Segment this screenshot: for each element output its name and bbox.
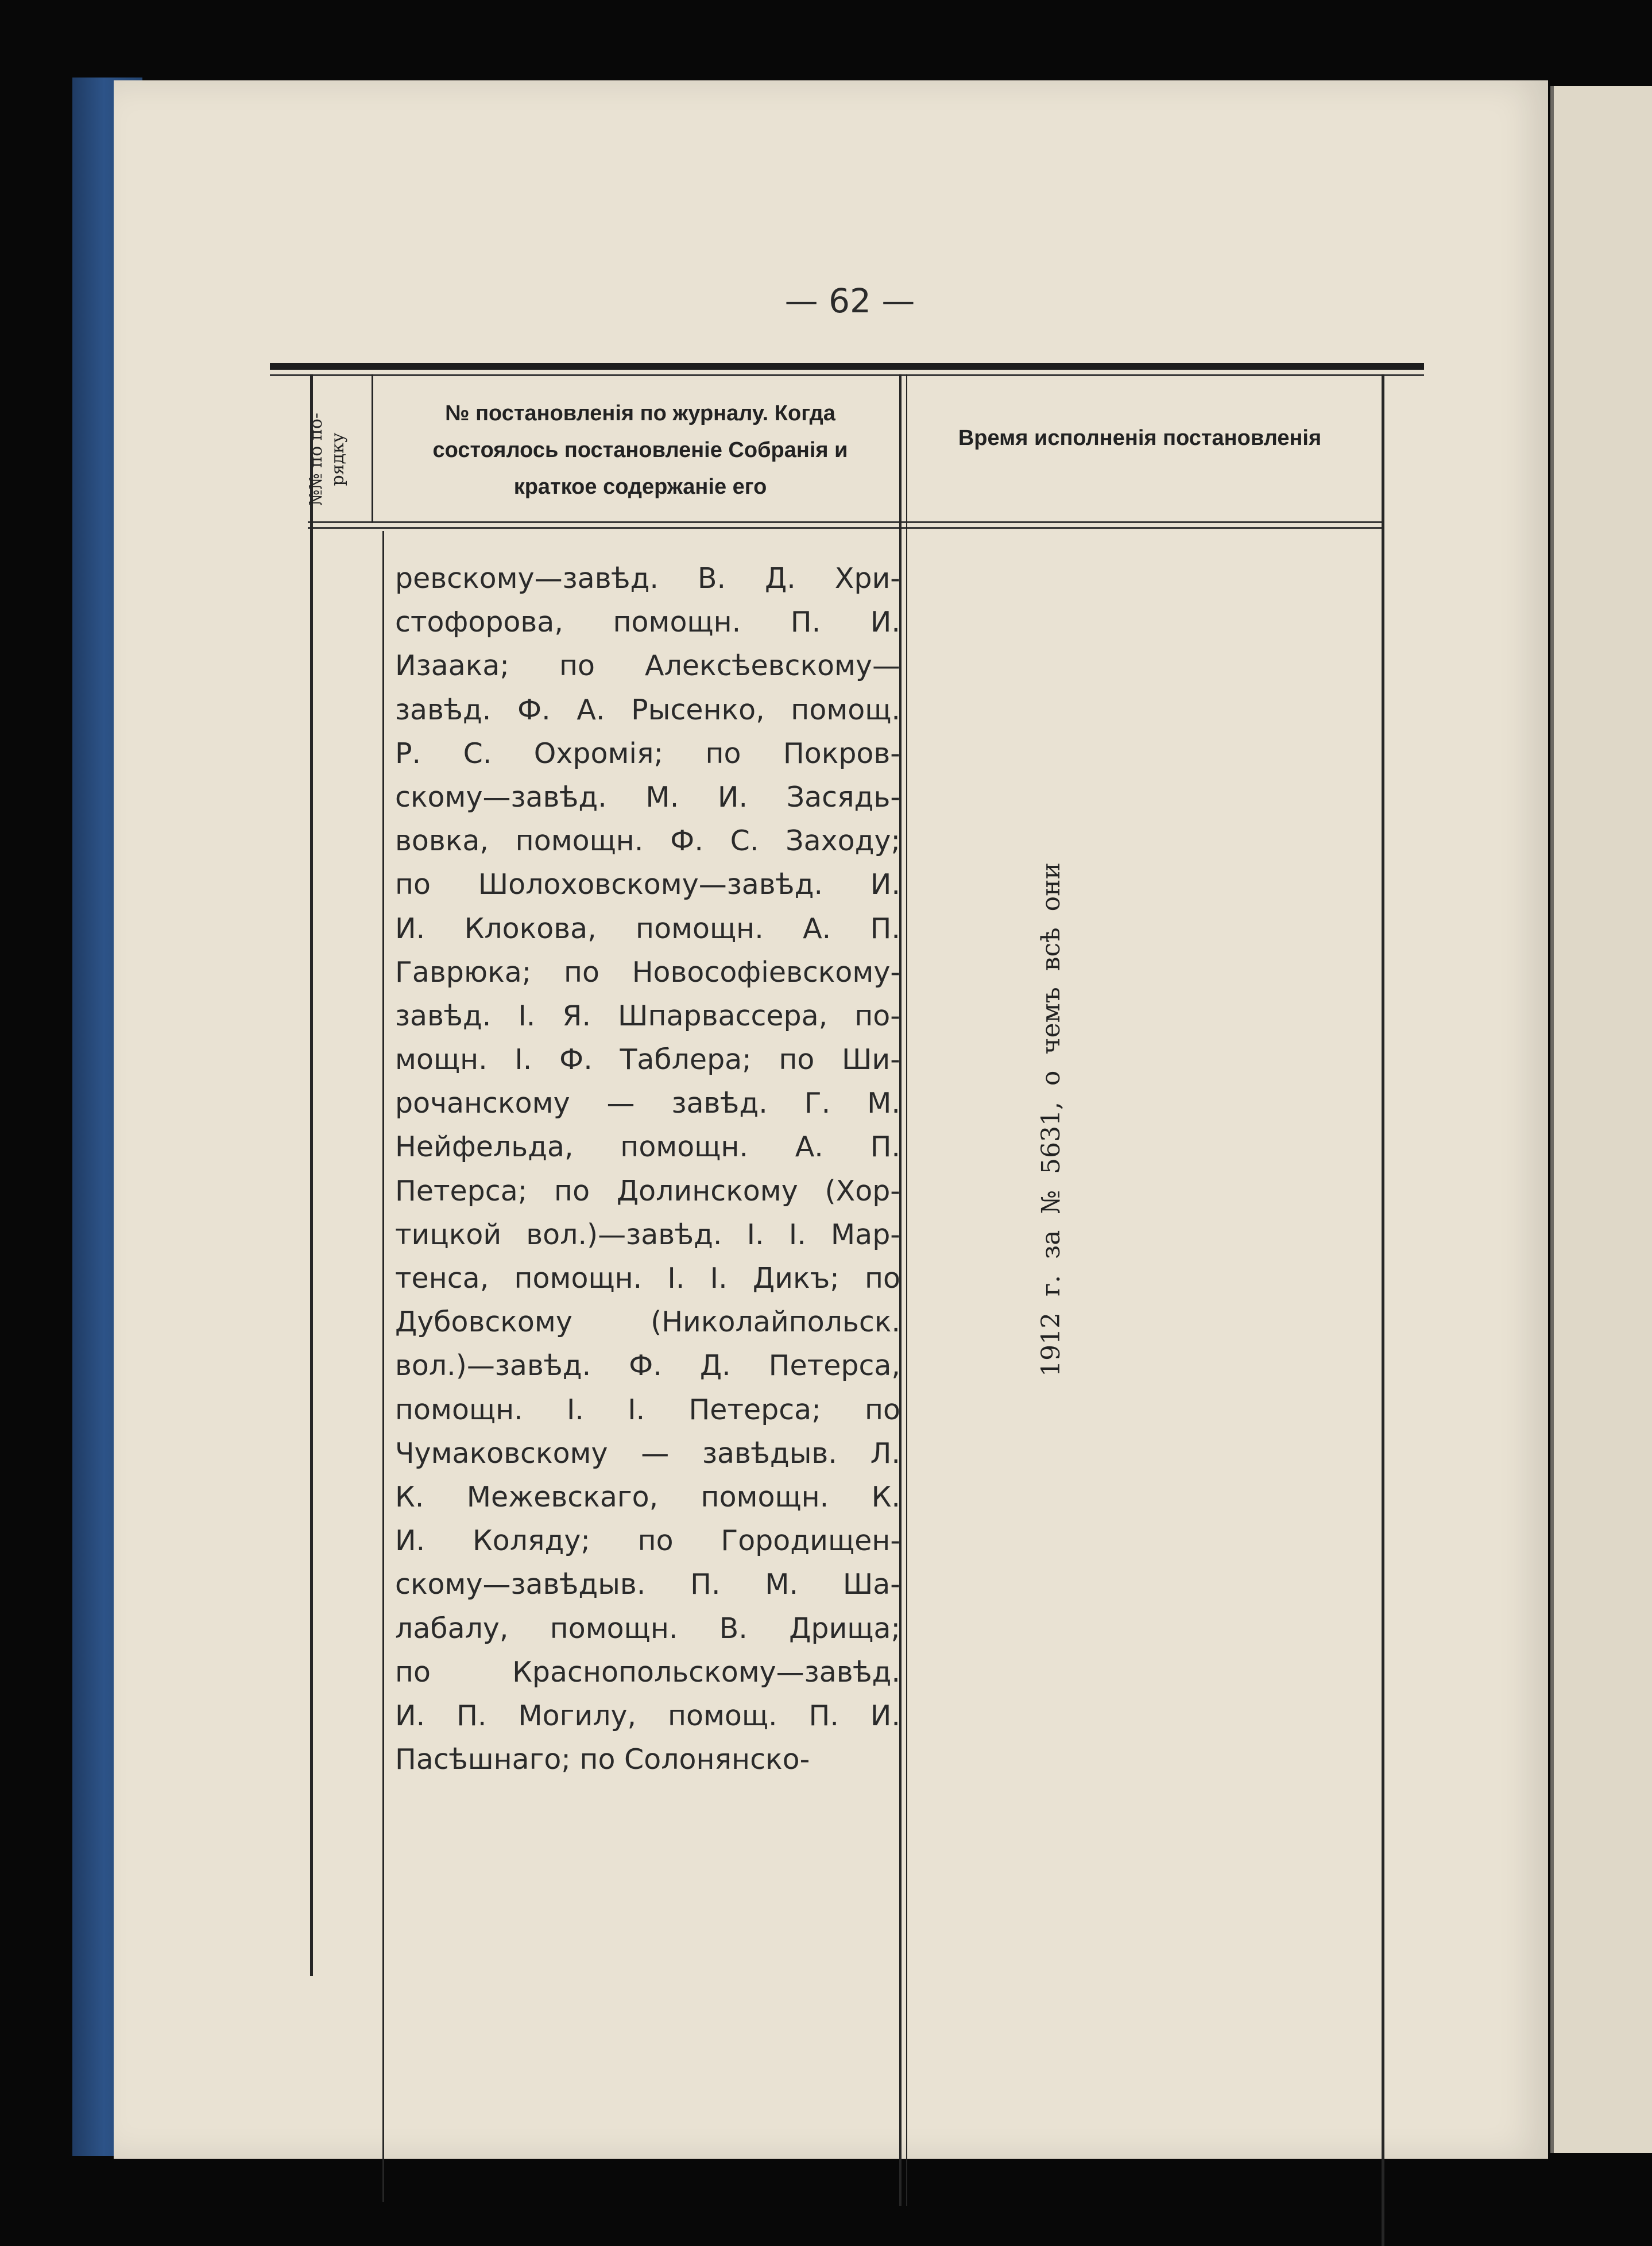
word: Солонянско- (624, 1743, 810, 1776)
word: Нейфельда, (395, 1130, 574, 1164)
word: помощ. (791, 693, 900, 726)
word: помощн. (550, 1612, 678, 1645)
table-top-thin-rule (270, 374, 1424, 376)
decision-text-line (395, 688, 900, 732)
header-col-decision (382, 395, 899, 521)
decision-text-line (395, 644, 900, 688)
word: (Николайпольск. (651, 1306, 900, 1339)
word: Петерса; (688, 1393, 821, 1426)
word: Д. (699, 1349, 731, 1383)
word: Клокова, (464, 912, 597, 945)
decision-text-line (395, 994, 900, 1038)
word: помощн. (514, 1262, 643, 1295)
word: С. (463, 737, 492, 770)
word: Ша- (842, 1568, 900, 1601)
word: по- (854, 999, 900, 1032)
page-number: — 62 — (784, 281, 915, 320)
word: І. (518, 999, 536, 1032)
word: А. (803, 912, 831, 945)
word: И. (395, 1699, 425, 1732)
word: Р. (395, 737, 421, 770)
word: помощн. (613, 606, 741, 639)
word: Долинскому (616, 1174, 798, 1207)
word: по (563, 955, 599, 989)
word: Рысенко, (631, 693, 765, 726)
word: лабалу, (395, 1612, 509, 1645)
header-col-execution-time: Время исполненія постановленія (958, 426, 1322, 450)
decision-text-line (395, 1213, 900, 1257)
word: по (637, 1524, 674, 1558)
word: П. (870, 912, 900, 945)
header-col-number-line-2: рядку (328, 432, 349, 486)
word: А. (795, 1130, 823, 1164)
word: Городищен- (721, 1524, 900, 1558)
word: Покров- (783, 737, 900, 770)
header-col-number-line-1: №№ по по- (306, 412, 327, 506)
word: Межевскаго, (466, 1480, 659, 1513)
word: Ф. (670, 824, 703, 858)
decision-text-line (395, 1300, 900, 1344)
word: завѣдыв. (702, 1436, 837, 1470)
word: по (559, 649, 595, 683)
decision-text-line (395, 1344, 900, 1388)
word: Таблера; (620, 1043, 752, 1076)
word: И. (870, 1699, 900, 1732)
decision-text-line (395, 1738, 900, 1782)
word: помощн. (515, 824, 644, 858)
word: И. (870, 606, 900, 639)
word: скому—завѣдыв. (395, 1568, 646, 1601)
word: завѣд. (395, 999, 492, 1032)
word: Новософіевскому- (632, 955, 900, 989)
table-right-border (1382, 374, 1384, 2246)
word: П. (808, 1699, 839, 1732)
word: Дрища; (789, 1612, 900, 1645)
decision-text-line (395, 1607, 900, 1651)
word: Шпарвассера, (618, 999, 828, 1032)
decision-text-line (395, 951, 900, 994)
word: К. (395, 1480, 424, 1513)
word: П. (690, 1568, 721, 1601)
execution-time-note: 1912 г. за № 5631, о чемъ всѣ они (1036, 862, 1066, 1377)
decision-text-line (395, 1563, 900, 1606)
word: по (395, 868, 431, 901)
word: К. (871, 1480, 900, 1513)
table-left-border (310, 374, 313, 1976)
next-page-edge (1550, 86, 1652, 2153)
word: скому—завѣд. (395, 780, 607, 814)
word: Петерса, (768, 1349, 900, 1383)
header-col-decision-line-2: состоялось постановленіе Собранія и (432, 438, 848, 462)
word: тенса, (395, 1262, 489, 1295)
word: Ф. (517, 693, 551, 726)
word: И. (395, 912, 425, 945)
word: по (579, 1743, 625, 1776)
word: М. (645, 780, 679, 814)
word: ревскому—завѣд. (395, 562, 659, 595)
word: И. (870, 868, 900, 901)
word: помощ. (667, 1699, 777, 1732)
word: С. (730, 824, 759, 858)
column-divider-2-double (906, 374, 907, 2206)
decision-text-line (395, 1476, 900, 1519)
word: Дубовскому (395, 1306, 572, 1339)
word: Охромія; (533, 737, 664, 770)
word: М. (765, 1568, 799, 1601)
word: вол.)—завѣд. (526, 1218, 722, 1251)
word: по (705, 737, 741, 770)
word: завѣд. (671, 1087, 768, 1120)
word: Засядь- (786, 780, 900, 814)
column-divider-1-body (382, 531, 384, 2202)
word: тицкой (395, 1218, 502, 1251)
decision-text-line (395, 819, 900, 863)
word: П. (870, 1130, 900, 1164)
word: Г. (804, 1087, 831, 1120)
decision-text-line (395, 1519, 900, 1563)
word: по (779, 1043, 815, 1076)
table-top-rule (270, 363, 1424, 370)
word: І. (628, 1393, 645, 1426)
word: по (554, 1174, 590, 1207)
decision-text-line (395, 1257, 900, 1300)
column-divider-1 (372, 374, 373, 522)
decision-text-line (395, 1388, 900, 1432)
word: Я. (562, 999, 591, 1032)
word: (Хор- (825, 1174, 900, 1207)
word: І. (514, 1043, 532, 1076)
word: Ф. (629, 1349, 662, 1383)
decision-text-line (395, 1170, 900, 1213)
decision-text-line (395, 1082, 900, 1125)
word: вол.)—завѣд. (395, 1349, 591, 1383)
decision-text-line (395, 601, 900, 644)
word: рочанскому (395, 1087, 570, 1120)
word: В. (719, 1612, 748, 1645)
header-bottom-rule (308, 521, 1382, 523)
word: Изаака; (395, 649, 509, 683)
header-col-number (306, 396, 349, 522)
word: помощн. (620, 1130, 749, 1164)
word: П. (456, 1699, 487, 1732)
word: Ф. (559, 1043, 593, 1076)
word: Коляду; (472, 1524, 590, 1558)
word: помощн. (395, 1393, 523, 1426)
header-bottom-rule-2 (308, 527, 1382, 529)
decision-text-line (395, 1125, 900, 1169)
word: помощн. (701, 1480, 829, 1513)
word: А. (577, 693, 605, 726)
decision-text-block (395, 557, 900, 1782)
word: — (606, 1087, 635, 1120)
header-col-decision-line-3: краткое содержаніе его (513, 475, 767, 499)
decision-text-line (395, 1694, 900, 1738)
word: Заходу; (786, 824, 900, 858)
word: Хри- (834, 562, 900, 595)
word: Алексѣевскому— (645, 649, 900, 683)
word: вовка, (395, 824, 489, 858)
word: — (641, 1436, 670, 1470)
header-col-decision-line-1: № постановленія по журналу. Когда (445, 401, 835, 425)
word: Пасѣшнаго; (395, 1743, 580, 1776)
decision-text-line (395, 1038, 900, 1082)
word: Дикъ; (752, 1262, 839, 1295)
word: М. (867, 1087, 900, 1120)
word: мощн. (395, 1043, 488, 1076)
word: Краснопольскому—завѣд. (512, 1655, 900, 1689)
word: по (864, 1393, 900, 1426)
word: І. (566, 1393, 584, 1426)
word: І. (788, 1218, 806, 1251)
decision-text-line (395, 776, 900, 819)
decision-text-line (395, 907, 900, 951)
word: Петерса; (395, 1174, 528, 1207)
word: Мар- (830, 1218, 900, 1251)
word: П. (790, 606, 821, 639)
word: Могилу, (518, 1699, 637, 1732)
decision-text-line (395, 732, 900, 776)
word: Ши- (842, 1043, 900, 1076)
word: И. (717, 780, 748, 814)
word: стофорова, (395, 606, 563, 639)
decision-text-line (395, 1651, 900, 1694)
word: І. (710, 1262, 728, 1295)
word: Шолоховскому—завѣд. (478, 868, 823, 901)
word: завѣд. (395, 693, 492, 726)
word: І. (746, 1218, 764, 1251)
word: помощн. (636, 912, 764, 945)
decision-text-line (395, 557, 900, 601)
word: Гаврюка; (395, 955, 532, 989)
decision-text-line (395, 863, 900, 907)
word: по (864, 1262, 900, 1295)
word: И. (395, 1524, 425, 1558)
word: Д. (765, 562, 796, 595)
word: В. (697, 562, 726, 595)
word: Л. (870, 1436, 900, 1470)
word: І. (667, 1262, 685, 1295)
word: по (395, 1655, 431, 1689)
decision-text-line (395, 1432, 900, 1476)
word: Чумаковскому (395, 1436, 608, 1470)
